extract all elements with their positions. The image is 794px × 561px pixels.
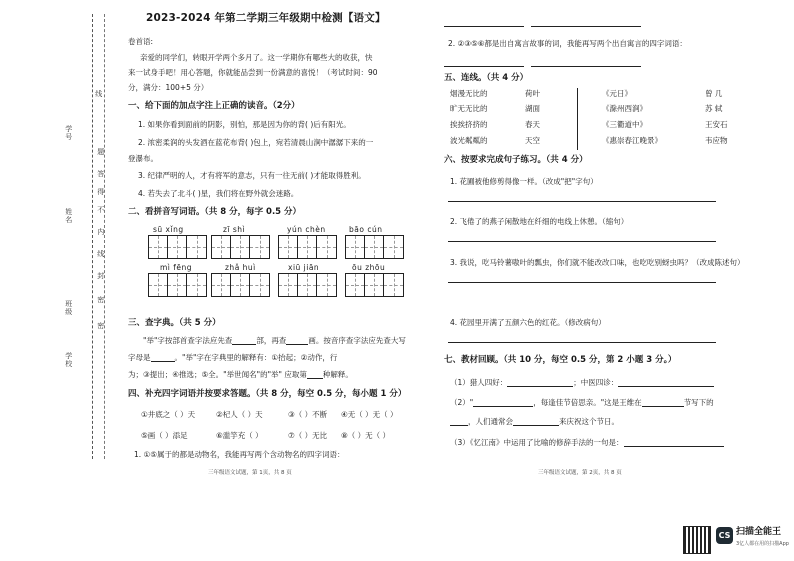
match-item[interactable]: 挨挨挤挤的 <box>450 120 488 129</box>
answer-blank[interactable] <box>448 334 716 343</box>
exam-title: 2023-2024 年第二学期三年级期中检测【语文】 <box>146 12 386 24</box>
page-footer: 三年级语文试题，第 2页，共 8 页 <box>538 470 622 476</box>
answer-line <box>448 334 716 343</box>
section-1-title: 一、给下面的加点字注上正确的读音。（2分） <box>128 101 300 111</box>
question <box>128 370 353 379</box>
idiom-item: ⑦（ ）无比 <box>288 431 328 440</box>
question-text: ；中医四诊： <box>573 378 619 387</box>
match-item[interactable]: 《惠崇春江晚景》 <box>602 136 662 145</box>
question: 1. ①⑤属于的都是动物名，我能再写两个含动物名的四字词语： <box>134 450 345 459</box>
match-item[interactable]: 王安石 <box>705 120 728 129</box>
seal-char: 线 <box>94 90 103 98</box>
idiom-item: ⑥滥竽充（ ） <box>216 431 263 440</box>
writing-grid[interactable] <box>148 273 207 297</box>
binding-line-outer <box>92 14 93 459</box>
match-item[interactable]: 旷无无比的 <box>450 104 488 113</box>
match-item[interactable]: 湖面 <box>525 104 540 113</box>
answer-blank[interactable] <box>473 398 533 407</box>
match-item[interactable]: 波光粼粼的 <box>450 136 488 145</box>
greeting: 卷首语: <box>128 37 154 46</box>
idiom-item: ④无（ ）无（ ） <box>341 410 398 419</box>
scanner-app-slogan: 3亿人都在用的扫描App <box>736 541 789 547</box>
writing-grid[interactable] <box>148 235 207 259</box>
idiom-item: ③（ ）不断 <box>288 410 328 419</box>
idiom-item: ①井底之（ ）天 <box>141 410 196 419</box>
question <box>450 417 619 426</box>
section-6-title: 六、按要求完成句子练习。（共 4 分） <box>444 155 588 165</box>
answer-blank[interactable] <box>513 417 559 426</box>
question: 4. 若失去了北斗( )星，我们将在野外就会迷路。 <box>138 189 299 198</box>
answer-blank[interactable] <box>642 398 684 407</box>
question-text: ，每逢佳节倍思亲。"这是王维在 <box>533 398 642 407</box>
idiom-item: ⑤画（ ）添足 <box>141 431 188 440</box>
intro-line: 分，满分：100+5 分） <box>128 83 209 92</box>
margin-label-student-id: 学号 <box>64 125 73 141</box>
answer-blank[interactable] <box>286 336 308 345</box>
match-item[interactable]: 《元日》 <box>602 89 632 98</box>
intro-line: 来一试身手吧！用心答题，你就能品尝到一份满意的喜悦！（考试时间：90 <box>128 68 378 77</box>
writing-grid[interactable] <box>278 273 337 297</box>
pinyin-label: sū xǐng <box>153 225 184 234</box>
question: 3. 我说，吃马铃薯嗷叶的瓢虫，你们就不能改改口味，也吃吃别蚜虫吗？（改成陈述句） <box>450 258 745 267</box>
pinyin-label: ōu zhōu <box>352 263 386 272</box>
answer-line <box>448 274 716 283</box>
scanner-app-name: 扫描全能王 <box>736 527 782 537</box>
question-text: "举"字按部首查字法应先查 <box>143 336 233 345</box>
section-3-title: 三、查字典。（共 5 分） <box>128 318 221 328</box>
idiom-item: ⑧（ ）无（ ） <box>341 431 390 440</box>
question: 4. 花园里开满了五颜六色的红花。（修改病句） <box>450 318 606 327</box>
writing-grid[interactable] <box>278 235 337 259</box>
question: 2. 飞倦了的燕子闲散地在纤细的电线上休憩。（缩句） <box>450 217 629 226</box>
question-text: （1）猎人四好： <box>450 378 508 387</box>
answer-blank[interactable] <box>151 353 175 362</box>
question <box>128 353 337 362</box>
writing-grid[interactable] <box>211 235 270 259</box>
question-text: 。"举"字在字典里的解释有：①抬起；②动作，行 <box>174 353 338 362</box>
divider <box>577 88 578 150</box>
match-item[interactable]: 《三衢道中》 <box>602 120 647 129</box>
camscanner-logo-icon: CS <box>716 527 733 544</box>
margin-label-school: 学校 <box>64 352 73 368</box>
answer-line <box>448 233 716 242</box>
seal-char: 不 <box>96 206 105 214</box>
seal-char: 得 <box>96 188 105 196</box>
section-2-title: 二、看拼音写词语。（共 8 分，每字 0.5 分） <box>128 207 302 217</box>
page-footer: 三年级语文试题，第 1页，共 8 页 <box>208 470 292 476</box>
seal-char: 内 <box>96 228 105 236</box>
match-item[interactable]: 曾 几 <box>705 89 723 98</box>
answer-blank[interactable] <box>624 438 724 447</box>
binding-line-inner <box>104 14 105 459</box>
question-text: 节写下的 <box>683 398 714 407</box>
question-text: （3）《忆江南》中运用了比喻的修辞手法的一句是： <box>450 438 624 447</box>
intro-line: 亲爱的同学们，转眼开学两个多月了。这一学期你有哪些大的收获，快 <box>140 53 373 62</box>
question <box>450 398 714 407</box>
seal-char: 题 <box>96 148 105 156</box>
pinyin-label: zī shì <box>223 225 246 234</box>
question: 1. 如果你看到面前的阴影，别怕，那是因为你的背( )后有阳光。 <box>138 120 351 129</box>
question-text: ，人们通常会 <box>468 417 513 426</box>
match-item[interactable]: 韦应物 <box>705 136 728 145</box>
question: 登瀑布。 <box>128 154 158 163</box>
seal-char: 密 <box>96 296 105 304</box>
answer-blank[interactable] <box>531 58 641 67</box>
answer-blanks <box>444 58 641 67</box>
answer-blank[interactable] <box>531 18 641 27</box>
question-text: 来庆祝这个节日。 <box>559 417 619 426</box>
match-item[interactable]: 天空 <box>525 136 540 145</box>
answer-blank[interactable] <box>444 58 524 67</box>
answer-blank[interactable] <box>232 336 256 345</box>
match-item[interactable]: 《滁州西涧》 <box>602 104 647 113</box>
question <box>143 336 406 345</box>
pinyin-label: bāo cún <box>349 225 383 234</box>
margin-label-name: 姓名 <box>64 208 73 224</box>
answer-blank[interactable] <box>618 378 714 387</box>
idiom-item: ②杞人（ ）天 <box>216 410 263 419</box>
section-4-title: 四、补充四字词语并按要求答题。（共 8 分，每空 0.5 分，每小题 1 分） <box>128 389 407 399</box>
seal-char: 密 <box>96 322 105 330</box>
answer-blank[interactable] <box>307 370 323 379</box>
seal-char: 线 <box>96 250 105 258</box>
match-item[interactable]: 春天 <box>525 120 540 129</box>
margin-label-class: 班级 <box>64 300 73 316</box>
answer-blank[interactable] <box>444 18 524 27</box>
answer-blank[interactable] <box>507 378 573 387</box>
match-item[interactable]: 荷叶 <box>525 89 540 98</box>
question: 2. ②③⑤⑥都是出自寓言故事的词，我能再写两个出自寓言的四字词语： <box>448 39 687 48</box>
question-text: 为；③提出；④推选；⑤全。"举世闻名"的"举" 应取第 <box>128 370 307 379</box>
section-5-title: 五、连线。（共 4 分） <box>444 73 529 83</box>
question-text: 字母是 <box>128 353 151 362</box>
pinyin-label: xiū jiān <box>288 263 320 272</box>
pinyin-label: mì fēng <box>160 263 193 272</box>
question-text: 种解释。 <box>322 370 353 379</box>
question-text: 画。按音序查字法应先查大写 <box>308 336 406 345</box>
question: 2. 浓密柔润的头发酒在蓝花布背( )包上，宛若清晨山涧中潺潺下来的一 <box>138 138 374 147</box>
question: 3. 纪律严明的人，才有将军的意志，只有一往无前( )才能取得胜利。 <box>138 171 366 180</box>
question <box>450 438 724 447</box>
pinyin-label: zhǎ huì <box>225 263 256 272</box>
answer-blanks-top <box>444 18 641 27</box>
answer-blank[interactable] <box>448 233 716 242</box>
seal-char: 封 <box>96 272 105 280</box>
match-item[interactable]: 苏 轼 <box>705 104 723 113</box>
answer-blank[interactable] <box>448 193 716 202</box>
question-text: （2）" <box>450 398 474 407</box>
match-item[interactable]: 烟漫无比的 <box>450 89 488 98</box>
question: 1. 花圃被他修剪得像一样。（改成"把"字句） <box>450 177 598 186</box>
writing-grid[interactable] <box>345 235 404 259</box>
writing-grid[interactable] <box>345 273 404 297</box>
writing-grid[interactable] <box>211 273 270 297</box>
qr-code-icon <box>683 526 711 554</box>
answer-blank[interactable] <box>448 274 716 283</box>
question-text: 部，再查 <box>256 336 287 345</box>
answer-blank[interactable] <box>450 417 468 426</box>
answer-line <box>448 193 716 202</box>
section-7-title: 七、教材回顾。（共 10 分，每空 0.5 分，第 2 小题 3 分。） <box>444 355 677 365</box>
question <box>450 378 714 387</box>
pinyin-label: yún chèn <box>287 225 326 234</box>
seal-char: 答 <box>96 170 105 178</box>
